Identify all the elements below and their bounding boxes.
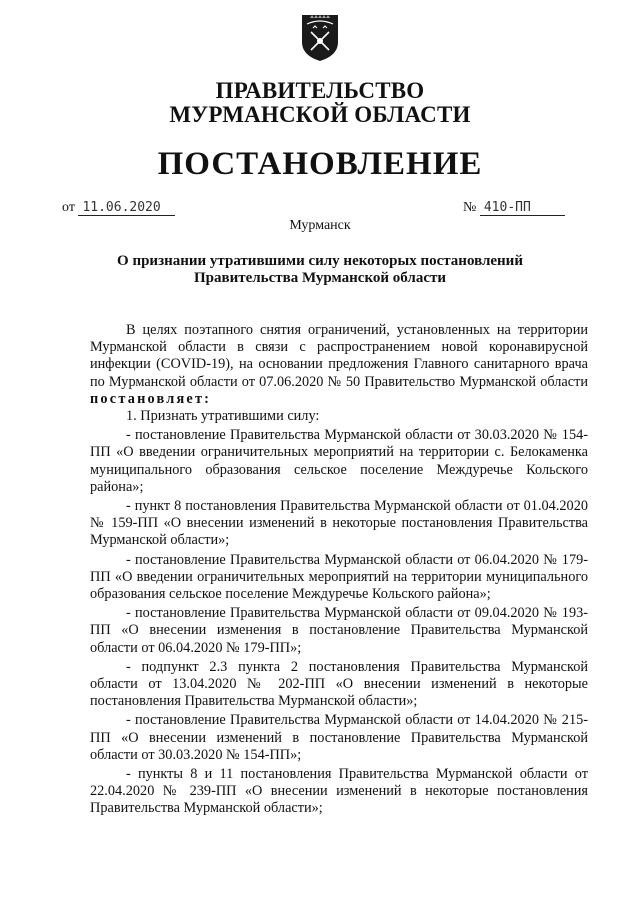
document-type: ПОСТАНОВЛЕНИЕ bbox=[157, 146, 483, 182]
clause-1: 1. Признать утратившими силу: bbox=[126, 408, 320, 425]
document-title bbox=[0, 253, 640, 287]
title-line-1: О признании утратившими силу некоторых постановлений bbox=[117, 253, 523, 269]
city: Мурманск bbox=[289, 218, 351, 233]
list-item: - подпункт 2.3 пункта 2 постановления Правительства Мурманской области от 13.04.2020 № 202-ПП «О внесении изменений в некоторые постановления Правительства Мурманской области»; bbox=[90, 658, 588, 710]
list-item: - постановление Правительства Мурманской области от 14.04.2020 № 215-ПП «О внесении изменений в постановление Правительства Мурманской области от 30.03.2020 № 154-ПП»; bbox=[90, 712, 588, 763]
number-line bbox=[463, 200, 565, 216]
list-item: - пункты 8 и 11 постановления Правительства Мурманской области от 22.04.2020 № 239-ПП «О внесении изменений в некоторые постановления Правительства Мурманской области»; bbox=[90, 766, 588, 817]
decree-word: постановляет: bbox=[90, 390, 212, 407]
date-value: 11.06.2020 bbox=[78, 200, 174, 216]
organization-line-1: ПРАВИТЕЛЬСТВО bbox=[215, 78, 425, 103]
date-line bbox=[62, 200, 175, 216]
title-line-2: Правительства Мурманской области bbox=[193, 270, 447, 286]
number-value: 410-ПП bbox=[480, 200, 565, 216]
intro-paragraph bbox=[90, 322, 588, 408]
list-item: - постановление Правительства Мурманской области от 30.03.2020 № 154-ПП «О введении ограничительных мероприятий на территории с. Белокаменка муниципального образования сельское поселение Междуречье Кольского района»; bbox=[90, 427, 588, 495]
organization-line-2: МУРМАНСКОЙ ОБЛАСТИ bbox=[169, 102, 471, 127]
intro-text: В целях поэтапного снятия ограничений, установленных на территории Мурманской области в связи с распространением новой коронавирусной инфекции (COVID-19), на основании предложения Главного санитарного врача по Мурманской области от 07.06.2020 № 50 Правительство Мурманской области bbox=[90, 322, 588, 390]
list-item: - пункт 8 постановления Правительства Мурманской области от 01.04.2020 № 159-ПП «О внесении изменений в некоторые постановления Правительства Мурманской области»; bbox=[90, 498, 588, 549]
coat-of-arms-icon bbox=[299, 12, 341, 62]
list-item: - постановление Правительства Мурманской области от 09.04.2020 № 193-ПП «О внесении изменения в постановление Правительства Мурманской области от 06.04.2020 № 179-ПП»; bbox=[90, 605, 588, 656]
date-prefix: от bbox=[62, 200, 75, 215]
document-body bbox=[90, 322, 588, 818]
list-item: - постановление Правительства Мурманской области от 06.04.2020 № 179-ПП «О введении ограничительных мероприятий на территории муниципального образования сельское поселение Междуречье Кольского района»; bbox=[90, 551, 588, 603]
number-prefix: № bbox=[463, 200, 477, 215]
